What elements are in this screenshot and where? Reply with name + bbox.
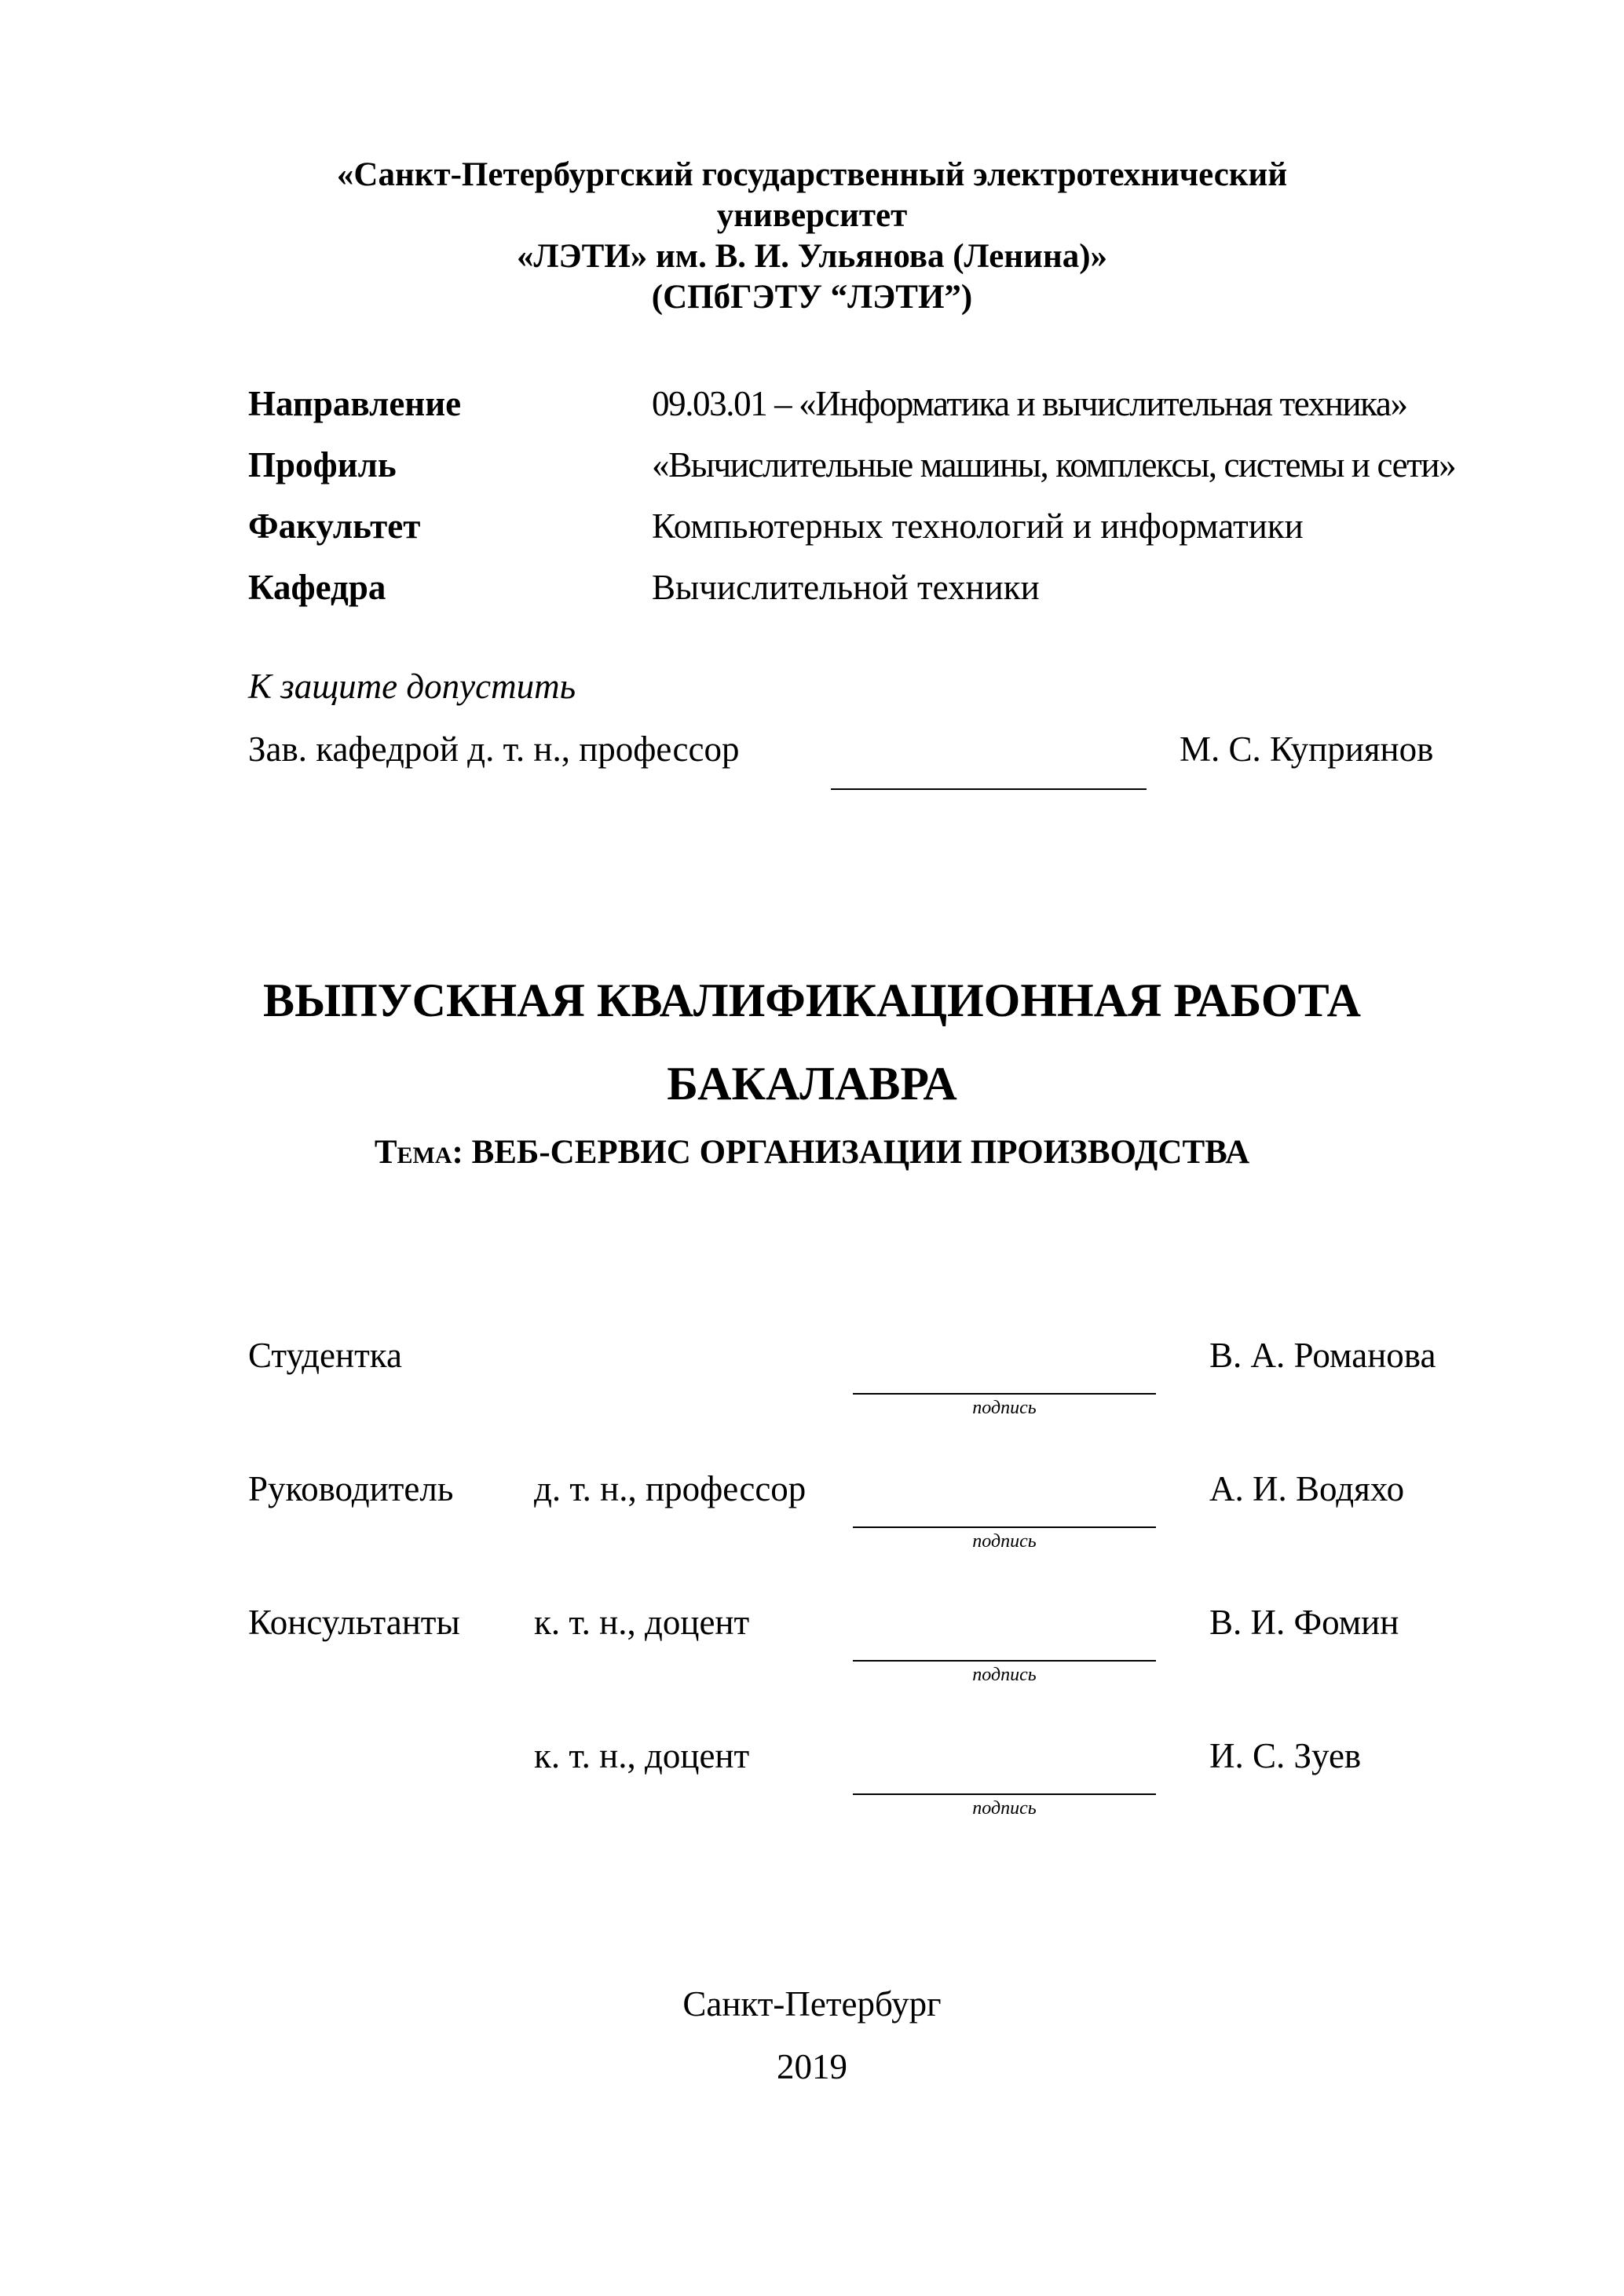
student-role: Студентка	[248, 1336, 402, 1375]
supervisor-name: А. И. Водяхо	[1209, 1469, 1405, 1508]
department-value: Вычислительной техники	[652, 568, 1040, 607]
consultant2-signature-hint: подпись	[972, 1798, 1037, 1819]
university-abbreviation: (СПбГЭТУ “ЛЭТИ”)	[651, 279, 973, 316]
consultants-role: Консультанты	[248, 1603, 460, 1642]
profile-label: Профиль	[248, 445, 397, 484]
direction-value: 09.03.01 – «Информатика и вычислительная техника»	[652, 384, 1407, 423]
theme-prefix: Тема:	[374, 1134, 463, 1171]
supervisor-role: Руководитель	[248, 1469, 454, 1508]
footer-year: 2019	[777, 2047, 847, 2086]
university-name-line2: университет	[716, 197, 908, 234]
department-label: Кафедра	[248, 568, 386, 607]
consultant1-degree: к. т. н., доцент	[534, 1603, 750, 1642]
supervisor-signature-hint: подпись	[972, 1531, 1037, 1552]
head-signature-line	[831, 788, 1147, 790]
supervisor-signature-line	[853, 1526, 1156, 1528]
work-theme	[0, 1133, 1624, 1172]
head-of-department-position: Зав. кафедрой д. т. н., профессор	[248, 729, 740, 769]
consultant2-degree: к. т. н., доцент	[534, 1736, 750, 1775]
student-signature-hint: подпись	[972, 1398, 1037, 1418]
work-title-line2: БАКАЛАВРА	[667, 1058, 957, 1110]
student-signature-line	[853, 1393, 1156, 1395]
student-name: В. А. Романова	[1209, 1336, 1436, 1375]
admission-caption: К защите допустить	[248, 667, 576, 706]
direction-label: Направление	[248, 384, 462, 423]
footer-city: Санкт-Петербург	[682, 1984, 942, 2024]
faculty-value: Компьютерных технологий и информатики	[652, 506, 1304, 546]
profile-value: «Вычислительные машины, комплексы, системы и сети»	[652, 445, 1456, 484]
consultant2-signature-line	[853, 1793, 1156, 1795]
head-of-department-name: М. С. Куприянов	[1180, 729, 1434, 769]
supervisor-degree: д. т. н., профессор	[534, 1469, 807, 1508]
consultant1-name: В. И. Фомин	[1209, 1603, 1399, 1642]
consultant1-signature-line	[853, 1660, 1156, 1662]
university-name-line1: «Санкт-Петербургский государственный электротехнический	[336, 156, 1288, 193]
university-name-line3: «ЛЭТИ» им. В. И. Ульянова (Ленина)»	[516, 238, 1108, 275]
consultant2-name: И. С. Зуев	[1209, 1736, 1362, 1775]
theme-text: ВЕБ-СЕРВИС ОРГАНИЗАЦИИ ПРОИЗВОДСТВА	[471, 1134, 1250, 1171]
faculty-label: Факультет	[248, 506, 421, 546]
work-title-line1: ВЫПУСКНАЯ КВАЛИФИКАЦИОННАЯ РАБОТА	[263, 974, 1361, 1026]
consultant1-signature-hint: подпись	[972, 1665, 1037, 1685]
